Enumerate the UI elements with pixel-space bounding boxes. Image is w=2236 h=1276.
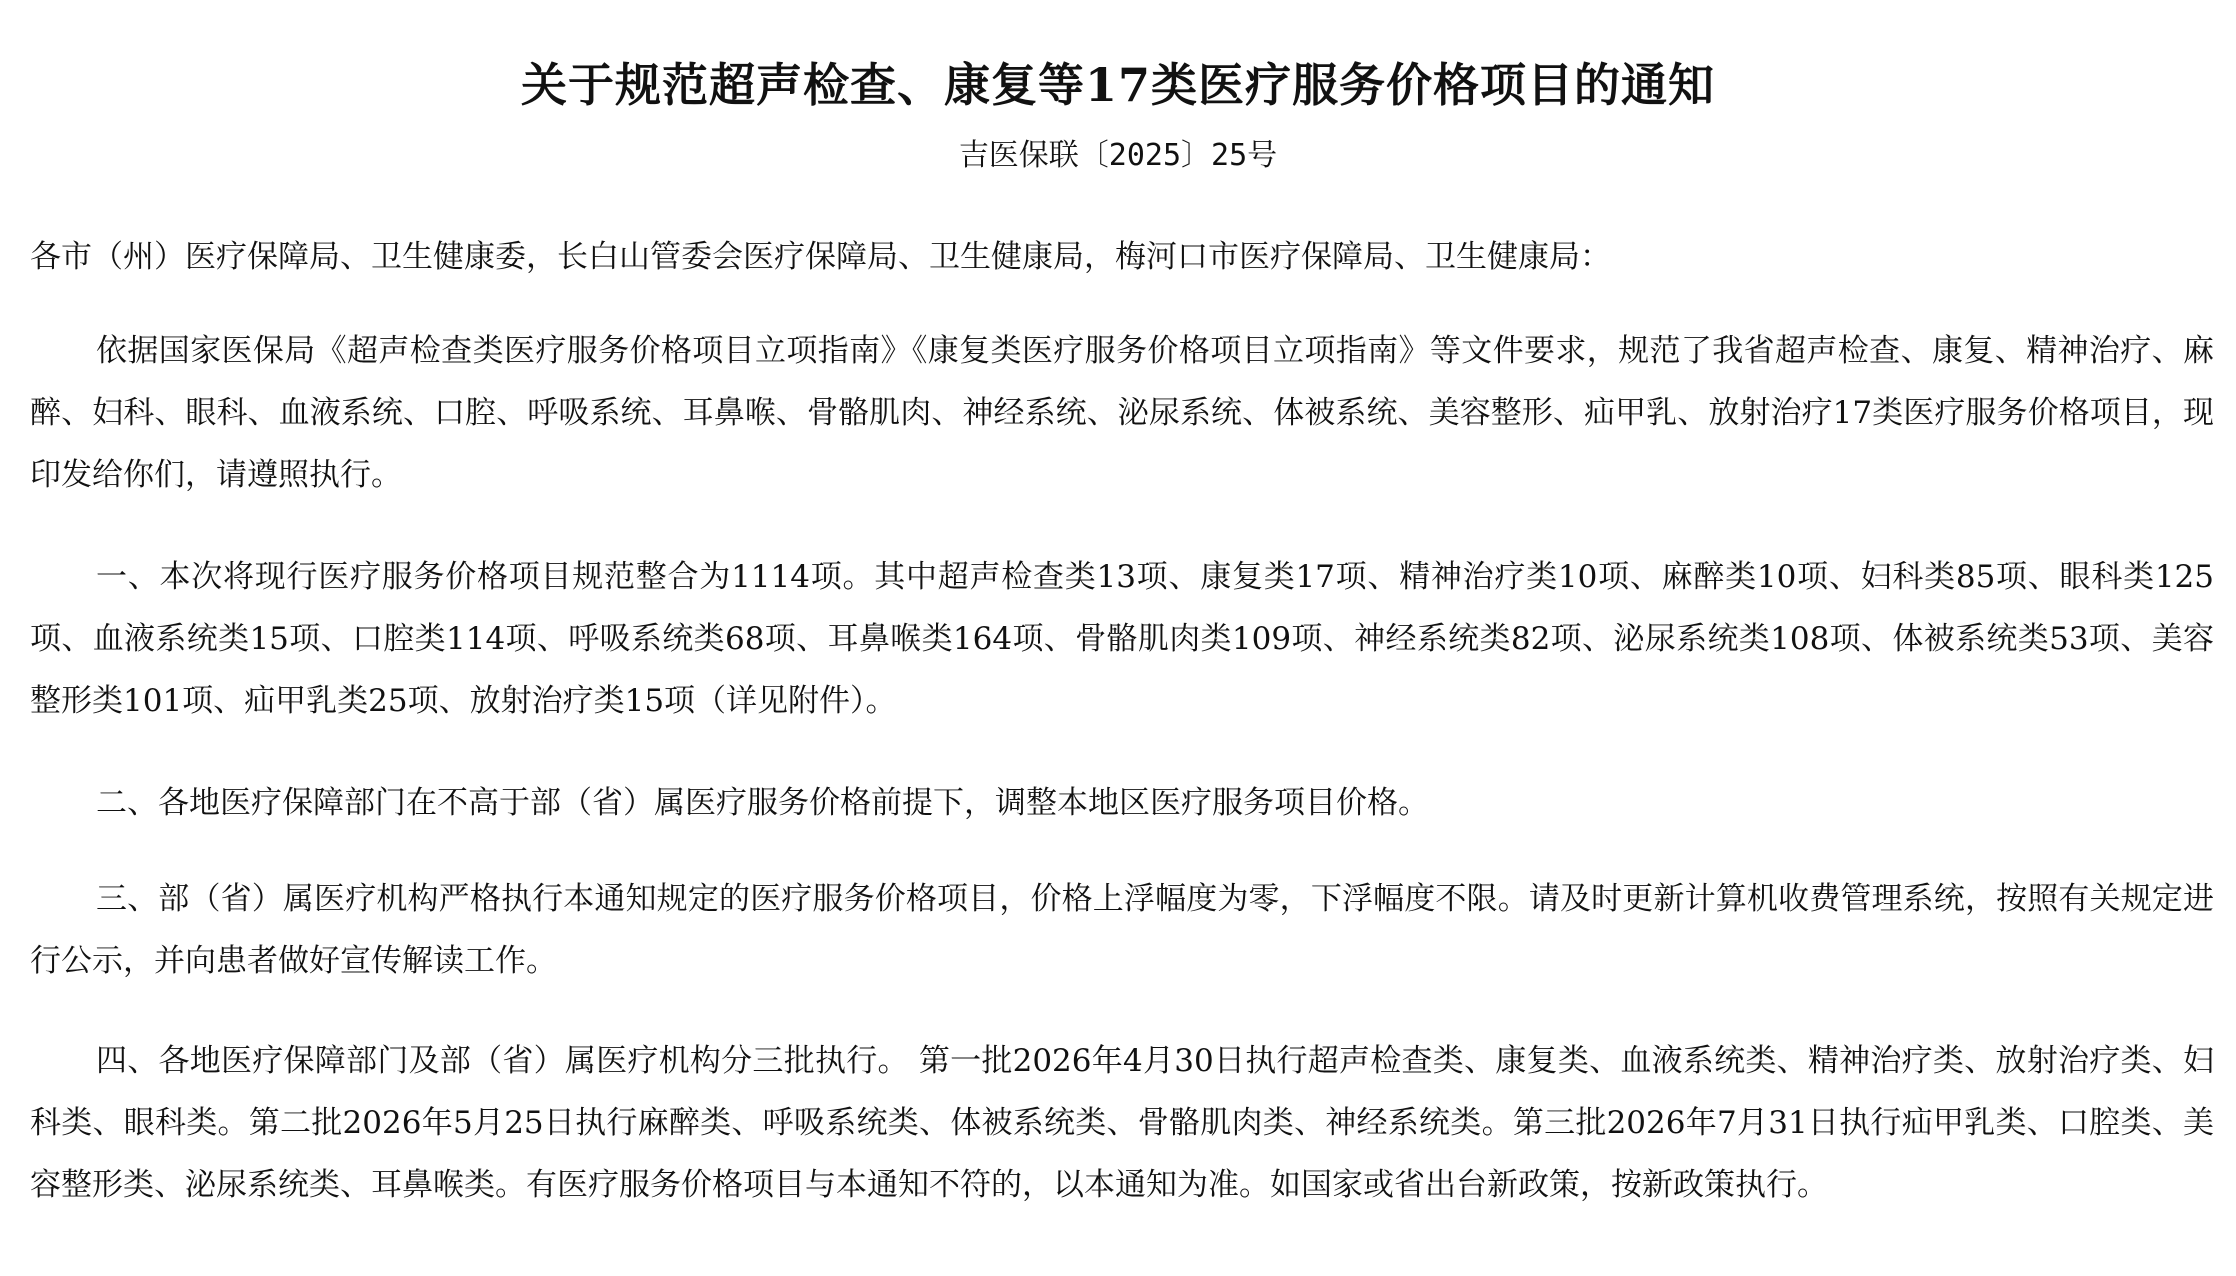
addressee-line: 各市（州）医疗保障局、卫生健康委，长白山管委会医疗保障局、卫生健康局，梅河口市医疗保障局、卫生健康局： <box>30 239 1611 275</box>
paragraph-basis: 依据国家医保局《超声检查类医疗服务价格项目立项指南》《康复类医疗服务价格项目立项指南》等文件要求，规范了我省超声检查、康复、精神治疗、麻醉、妇科、眼科、血液系统、口腔、呼吸系统、耳鼻喉、骨骼肌肉、神经系统、泌尿系统、体被系统、美容整形、疝甲乳、放射治疗17类医疗服务价格项目，现印发给你们，请遵照执行。 <box>30 333 2214 493</box>
paragraph-item-2: 二、各地医疗保障部门在不高于部（省）属医疗服务价格前提下，调整本地区医疗服务项目价格。 <box>96 785 1429 821</box>
paragraph-item-4: 四、各地医疗保障部门及部（省）属医疗机构分三批执行。 第一批2026年4月30日执行超声检查类、康复类、血液系统类、精神治疗类、放射治疗类、妇科类、眼科类。第二批2026年5月25日执行麻醉类、呼吸系统类、体被系统类、骨骼肌肉类、神经系统类。第三批2026年7月31日执行疝甲乳类、口腔类、美容整形类、泌尿系统类、耳鼻喉类。有医疗服务价格项目与本通知不符的，以本通知为准。如国家或省出台新政策，按新政策执行。 <box>30 1043 2214 1203</box>
paragraph-item-3: 三、部（省）属医疗机构严格执行本通知规定的医疗服务价格项目，价格上浮幅度为零，下浮幅度不限。请及时更新计算机收费管理系统，按照有关规定进行公示，并向患者做好宣传解读工作。 <box>30 881 2214 979</box>
paragraph-item-1: 一、本次将现行医疗服务价格项目规范整合为1114项。其中超声检查类13项、康复类17项、精神治疗类10项、麻醉类10项、妇科类85项、眼科类125项、血液系统类15项、口腔类114项、呼吸系统类68项、耳鼻喉类164项、骨骼肌肉类109项、神经系统类82项、泌尿系统类108项、体被系统类53项、美容整形类101项、疝甲乳类25项、放射治疗类15项（详见附件）。 <box>30 559 2214 719</box>
document-title: 关于规范超声检查、康复等17类医疗服务价格项目的通知 <box>520 57 1715 112</box>
document-number: 吉医保联〔2025〕25号 <box>958 138 1278 173</box>
